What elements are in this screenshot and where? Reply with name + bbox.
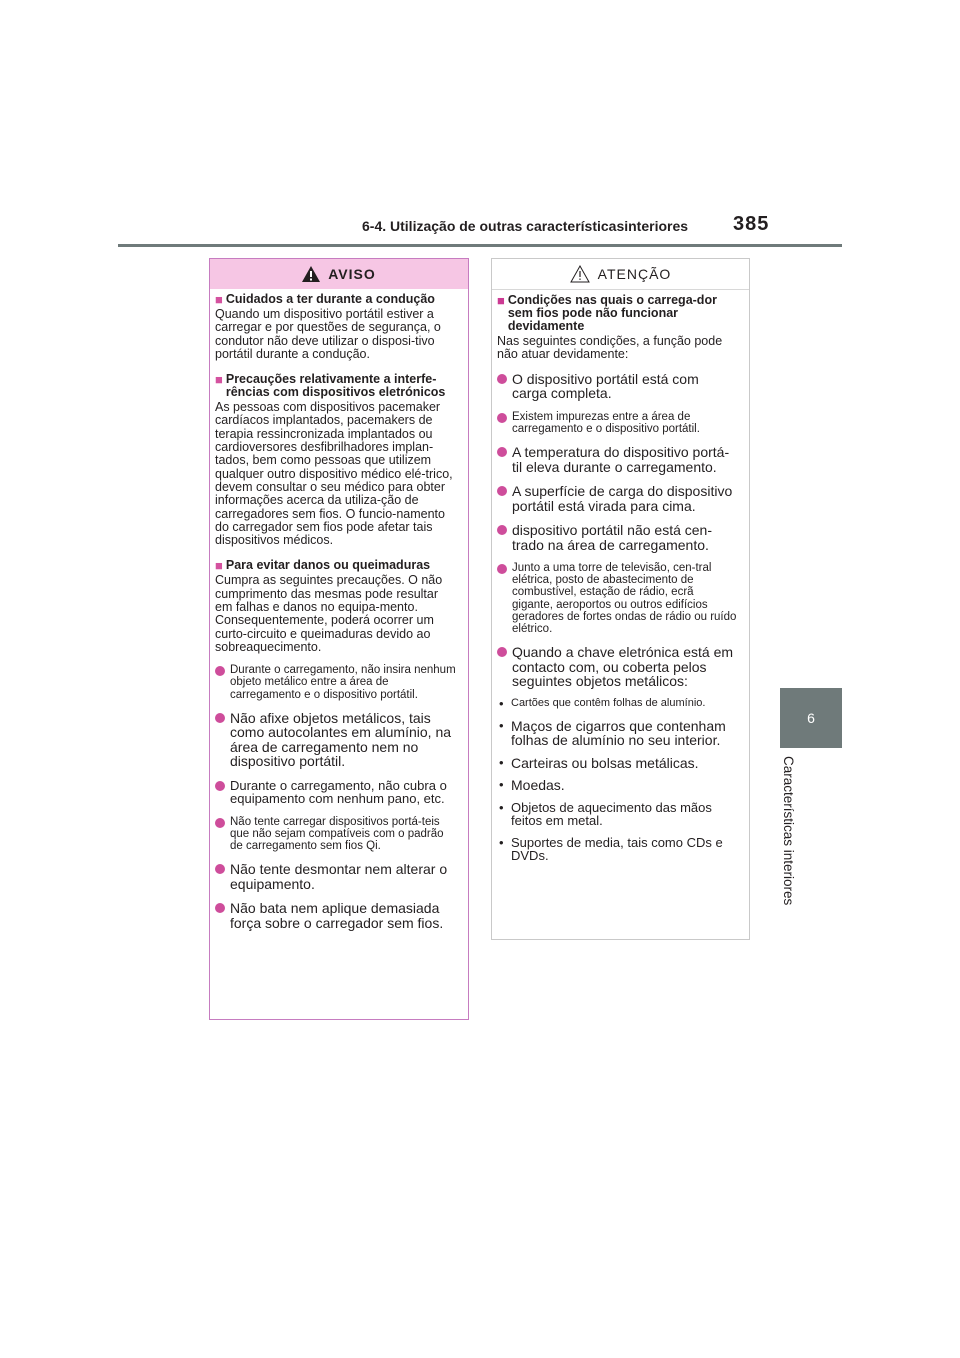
bullet-dot-icon [497,525,507,535]
warning-title: AVISO [328,266,376,282]
bullet-dot-icon [497,374,507,384]
list-item: Durante o carregamento, não cubra o equipamento com nenhum pano, etc. [215,779,456,806]
warning-triangle-icon [302,266,320,282]
header-title: 6-4. Utilização de outras característicasinteriores [362,218,689,234]
bullet-dot-icon [215,903,225,913]
square-bullet-icon: ■ [215,372,223,388]
sub-list-item: • Carteiras ou bolsas metálicas. [499,754,699,771]
list-item: Não tente carregar dispositivos portá-teis que não sejam compatíveis com o padrão de carregamento sem fios Qi. [215,816,456,853]
list-item: Não bata nem aplique demasiada força sobre o carregador sem fios. [215,901,456,930]
caution-title: ATENÇÃO [597,266,672,282]
warning-box-header [210,259,468,289]
bullet-dot-icon [215,864,225,874]
bullet-dot-icon [215,818,225,828]
bullet-dot-icon [215,666,225,676]
bullet-dot-icon [497,447,507,457]
list-item: dispositivo portátil não está cen-trado na área de carregamento. [497,523,737,552]
square-bullet-icon: ■ [497,293,505,308]
sub-list-item: • Suportes de media, tais como CDs e DVDs. [499,834,723,864]
list-item: Durante o carregamento, não insira nenhum objeto metálico entre a área de carregamento e o dispositivo portátil. [215,664,456,701]
bullet-dot-icon [497,564,507,574]
section-body: Cumpra as seguintes precauções. O não cumprimento das mesmas pode resultar em falhas e danos no equipa-mento. Consequentemente, poderá ocorrer um curto-circuito e queimaduras devido ao sobreaquecimento. [215,573,443,654]
section-heading: ■ Condições nas quais o carrega-dor sem fios pode não funcionar devidamente [497,293,717,333]
bullet-dot-icon [215,713,225,723]
square-bullet-icon: ■ [215,558,223,574]
chapter-label: Características interiores [781,756,796,906]
caution-box-header [492,259,749,290]
chapter-tab: 6 [780,688,842,748]
bullet-dot-icon [497,486,507,496]
list-item: O dispositivo portátil está com carga completa. [497,372,737,401]
section-body: As pessoas com dispositivos pacemaker cardíacos implantados, pacemakers de terapia ressincronizada implantados ou cardioversores desfibrilhadores implan-tados, bem como pessoas que utilizem qualquer outro dispositivo médico elé-trico, devem consultar o seu médico para obter informações acerca da utiliza-ção de carregadores sem fios. O funcio-namento do carregador sem fios pode afetar tais dispositivos médicos. [215,400,453,548]
list-item: Quando a chave eletrónica está em contacto com, ou coberta pelos seguintes objetos metálicos: [497,645,737,689]
list-item: Existem impurezas entre a área de carregamento e o dispositivo portátil. [497,411,737,435]
section-heading: ■ Cuidados a ter durante a condução [215,292,435,307]
bullet-dot-icon [497,647,507,657]
caution-box [491,258,750,940]
section-intro: Nas seguintes condições, a função pode não atuar devidamente: [497,334,723,362]
sub-list-item: • Moedas. [499,777,565,794]
sub-list-item: • Cartões que contêm folhas de alumínio. [499,695,706,711]
list-item: Junto a uma torre de televisão, cen-tral elétrica, posto de abastecimento de combustível, estação de rádio, ecrã gigante, aeroportos ou outros edifícios geradores de fortes ondas de rádio ou ruído elétrico. [497,562,737,635]
list-item: Não tente desmontar nem alterar o equipamento. [215,862,456,891]
sub-list-item: • Maços de cigarros que contenham folhas de alumínio no seu interior. [499,717,726,749]
list-item: A superfície de carga do dispositivo portátil está virada para cima. [497,484,737,513]
list-item: A temperatura do dispositivo portá-til eleva durante o carregamento. [497,445,737,474]
sub-list-item: • Objetos de aquecimento das mãos feitos em metal. [499,799,712,829]
section-heading: ■ Para evitar danos ou queimaduras [215,558,431,574]
section-heading: ■ Precauções relativamente a interfe-rências com dispositivos eletrónicos [215,372,446,400]
header-rule [118,244,842,247]
bullet-dot-icon [497,413,507,423]
section-body: Quando um dispositivo portátil estiver a carregar e por questões de segurança, o condutor não deve utilizar o disposi-tivo portátil durante a condução. [215,307,441,361]
page-number: 385 [733,213,770,235]
bullet-dot-icon [215,781,225,791]
caution-triangle-icon [570,265,590,283]
square-bullet-icon: ■ [215,292,223,307]
warning-box [209,258,469,1020]
list-item: Não afixe objetos metálicos, tais como autocolantes em alumínio, na área de carregamento nem no dispositivo portátil. [215,711,456,769]
